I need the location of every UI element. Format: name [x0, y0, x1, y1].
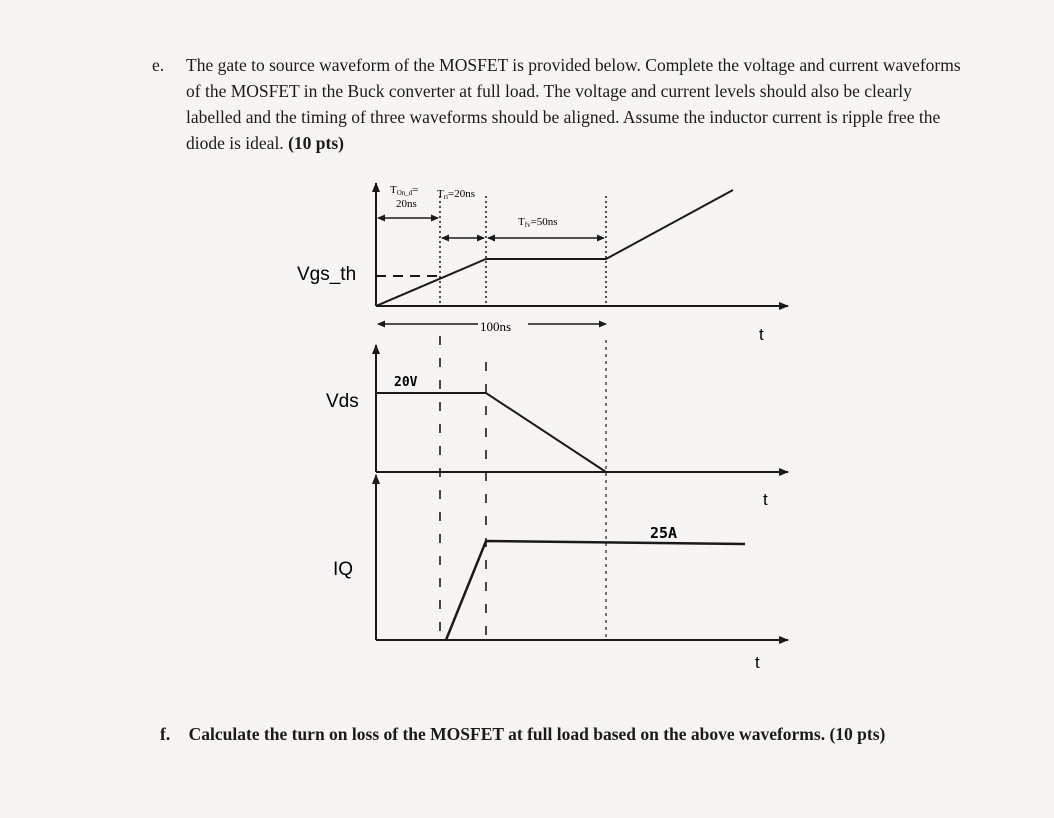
vgs-waveform	[376, 190, 733, 306]
question-f-text: Calculate the turn on loss of the MOSFET at full load based on the above waveforms.	[188, 724, 826, 744]
vgs-t-label: t	[759, 325, 764, 344]
period-label: 100ns	[480, 319, 512, 334]
vgs-label: Vgs_th	[297, 264, 357, 285]
iq-label: IQ	[333, 559, 354, 580]
vds-label: Vds	[326, 391, 359, 412]
question-f-letter: f.	[160, 724, 171, 744]
ton-d-value: 20ns	[396, 198, 417, 210]
ton-d-label: TOn_d=	[390, 184, 419, 197]
vds-t-label: t	[763, 490, 768, 509]
tfv-label: Tfv=50ns	[518, 216, 558, 229]
question-e-text: The gate to source waveform of the MOSFET is provided below. Complete the voltage and current waveforms of the MOSFET in the Buck converter at full load. The voltage and current levels should also be clearly labelled and the timing of three waveforms should be aligned. Assume the inductor current is ripple free the diode is ideal.	[186, 55, 961, 153]
iq-waveform	[446, 541, 745, 640]
question-f-points: (10 pts)	[829, 724, 886, 744]
iq-value: 25A	[650, 524, 678, 542]
iq-t-label: t	[755, 653, 760, 672]
question-f	[160, 722, 940, 746]
question-e-points: (10 pts)	[288, 133, 344, 153]
vds-waveform	[376, 393, 606, 472]
question-e-letter: e.	[152, 55, 165, 75]
vds-value: 20V	[394, 375, 418, 390]
tri-label: Tri=20ns	[437, 188, 475, 201]
